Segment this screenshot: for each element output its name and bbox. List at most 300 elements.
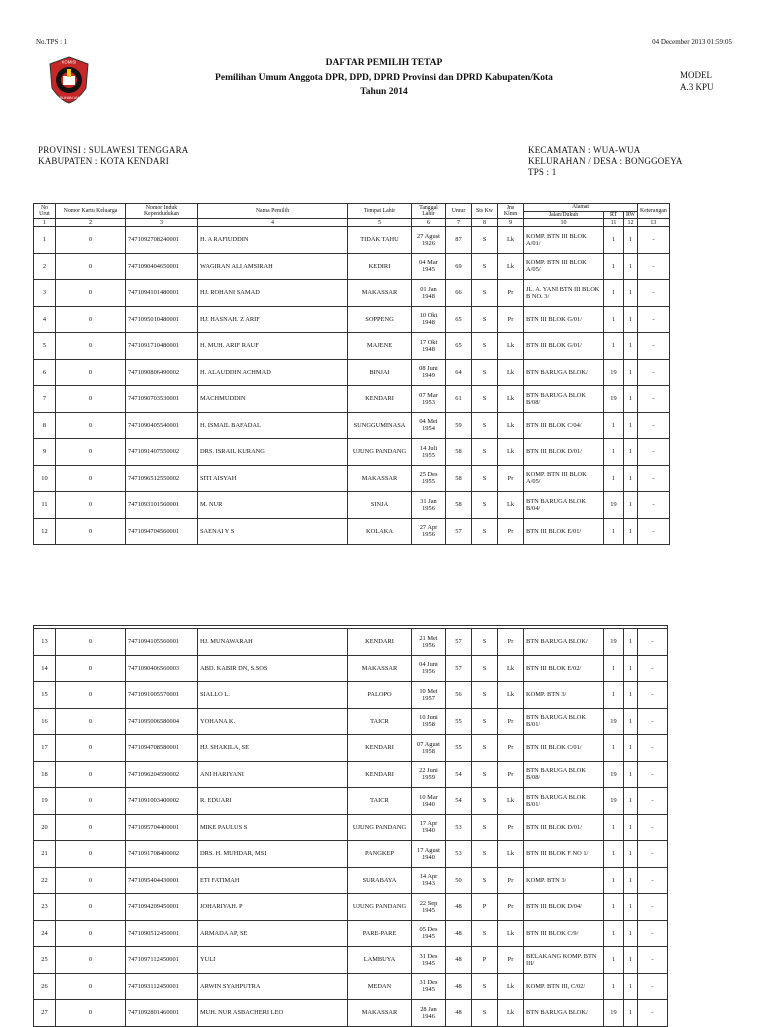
cell-alamat: KOMP. BTN III BLOK A/05/ bbox=[524, 465, 604, 492]
cell-umur: 66 bbox=[446, 280, 472, 307]
cell-rt: 1 bbox=[604, 867, 624, 894]
cell-tempat-lahir: TIDAK TAHU bbox=[348, 227, 412, 254]
header-kk: Nomor Kartu Keluarga bbox=[56, 204, 126, 219]
cell-nama: HJ. ROHANI SAMAD bbox=[198, 280, 348, 307]
cell-tempat-lahir: KENDARI bbox=[348, 735, 412, 762]
cell-nama: HJ. SHAKILA, SE bbox=[198, 735, 348, 762]
tps: TPS : 1 bbox=[528, 167, 557, 177]
cell-no: 6 bbox=[34, 359, 56, 386]
cell-rw: 1 bbox=[624, 333, 638, 360]
cell-alamat: BTN BARUGA BLOK B/04/ bbox=[524, 492, 604, 519]
cell-nama: WAGIRAN ALI AMSIRAH bbox=[198, 253, 348, 280]
cell-jenis-kelamin: Pr bbox=[498, 867, 524, 894]
cell-rt: 19 bbox=[604, 788, 624, 815]
cell-jenis-kelamin: Lk bbox=[498, 412, 524, 439]
cell-nik: 7471091005570001 bbox=[126, 682, 198, 709]
document-subtitle: Pemilihan Umum Anggota DPR, DPD, DPRD Provinsi dan DPRD Kabupaten/Kota bbox=[215, 73, 553, 83]
cell-nik: 7471095704400001 bbox=[126, 814, 198, 841]
cell-kk: 0 bbox=[56, 465, 126, 492]
cell-rt: 19 bbox=[604, 629, 624, 656]
cell-tanggal-lahir: 04 Mar 1945 bbox=[412, 253, 446, 280]
cell-kk: 0 bbox=[56, 1000, 126, 1027]
cell-rt: 1 bbox=[604, 947, 624, 974]
table-row bbox=[34, 439, 670, 466]
cell-status-kawin: S bbox=[472, 333, 498, 360]
cell-jenis-kelamin: Lk bbox=[498, 492, 524, 519]
provinsi: PROVINSI : SULAWESI TENGGARA bbox=[38, 145, 189, 155]
cell-umur: 59 bbox=[446, 412, 472, 439]
cell-jenis-kelamin: Pr bbox=[498, 814, 524, 841]
cell-rw: 1 bbox=[624, 973, 638, 1000]
cell-no: 10 bbox=[34, 465, 56, 492]
cell-tanggal-lahir: 10 Juni 1958 bbox=[412, 708, 446, 735]
table-row bbox=[34, 788, 668, 815]
cell-rw: 1 bbox=[624, 280, 638, 307]
cell-kk: 0 bbox=[56, 788, 126, 815]
cell-rw: 1 bbox=[624, 655, 638, 682]
column-number: 7 bbox=[446, 219, 472, 227]
column-number: 9 bbox=[498, 219, 524, 227]
cell-jenis-kelamin: Pr bbox=[498, 708, 524, 735]
cell-keterangan: - bbox=[638, 682, 668, 709]
cell-jenis-kelamin: Pr bbox=[498, 894, 524, 921]
cell-status-kawin: S bbox=[472, 253, 498, 280]
cell-umur: 53 bbox=[446, 841, 472, 868]
cell-nik: 7471091003400002 bbox=[126, 788, 198, 815]
cell-rw: 1 bbox=[624, 253, 638, 280]
cell-tanggal-lahir: 05 Des 1945 bbox=[412, 920, 446, 947]
cell-kk: 0 bbox=[56, 306, 126, 333]
cell-tanggal-lahir: 31 Des 1945 bbox=[412, 947, 446, 974]
table-row bbox=[34, 655, 668, 682]
cell-rw: 1 bbox=[624, 1000, 638, 1027]
cell-umur: 57 bbox=[446, 655, 472, 682]
cell-status-kawin: S bbox=[472, 306, 498, 333]
table-row bbox=[34, 280, 670, 307]
document-year: Tahun 2014 bbox=[360, 87, 408, 97]
cell-nama: SAENAI Y S bbox=[198, 518, 348, 545]
header-no: No Urut bbox=[34, 204, 56, 219]
cell-tempat-lahir: TAICR bbox=[348, 788, 412, 815]
column-number: 1 bbox=[34, 219, 56, 227]
cell-tempat-lahir: MAKASSAR bbox=[348, 655, 412, 682]
table-row bbox=[34, 518, 670, 545]
header-alamat: Alamat bbox=[524, 204, 638, 212]
cell-status-kawin: S bbox=[472, 708, 498, 735]
cell-status-kawin: S bbox=[472, 841, 498, 868]
cell-jenis-kelamin: Lk bbox=[498, 788, 524, 815]
table-row bbox=[34, 306, 670, 333]
cell-jenis-kelamin: Pr bbox=[498, 735, 524, 762]
cell-rw: 1 bbox=[624, 359, 638, 386]
cell-rt: 1 bbox=[604, 306, 624, 333]
cell-rt: 19 bbox=[604, 359, 624, 386]
cell-umur: 58 bbox=[446, 465, 472, 492]
cell-status-kawin: S bbox=[472, 439, 498, 466]
cell-tempat-lahir: SUNGGUMINASA bbox=[348, 412, 412, 439]
cell-nama: SIALLO L. bbox=[198, 682, 348, 709]
cell-alamat: KOMP. BTN 3/ bbox=[524, 867, 604, 894]
cell-nik: 7471097112450001 bbox=[126, 947, 198, 974]
cell-rt: 1 bbox=[604, 465, 624, 492]
print-timestamp: 04 December 2013 01:59:05 bbox=[652, 38, 732, 46]
cell-nama: YULI bbox=[198, 947, 348, 974]
cell-alamat: BTN III BLOK E/02/ bbox=[524, 655, 604, 682]
model-label bbox=[680, 69, 714, 93]
cell-tempat-lahir: MAJENE bbox=[348, 333, 412, 360]
cell-status-kawin: S bbox=[472, 280, 498, 307]
cell-keterangan: - bbox=[638, 333, 670, 360]
cell-nik: 7471095404430001 bbox=[126, 867, 198, 894]
cell-umur: 57 bbox=[446, 518, 472, 545]
cell-keterangan: - bbox=[638, 227, 670, 254]
cell-tempat-lahir: PANGKEP bbox=[348, 841, 412, 868]
cell-nama: DRS. ISRAIL KURANG bbox=[198, 439, 348, 466]
cell-kk: 0 bbox=[56, 518, 126, 545]
cell-umur: 65 bbox=[446, 306, 472, 333]
cell-nik: 7471096512550002 bbox=[126, 465, 198, 492]
cell-rw: 1 bbox=[624, 788, 638, 815]
table-row bbox=[34, 1000, 668, 1027]
cell-umur: 48 bbox=[446, 1000, 472, 1027]
cell-keterangan: - bbox=[638, 735, 668, 762]
cell-rt: 1 bbox=[604, 439, 624, 466]
table-row bbox=[34, 708, 668, 735]
cell-rt: 1 bbox=[604, 333, 624, 360]
cell-tempat-lahir: MAKASSAR bbox=[348, 280, 412, 307]
cell-no: 4 bbox=[34, 306, 56, 333]
table-row bbox=[34, 629, 668, 656]
cell-status-kawin: P bbox=[472, 947, 498, 974]
cell-rw: 1 bbox=[624, 761, 638, 788]
cell-rt: 1 bbox=[604, 973, 624, 1000]
cell-nama: M. NUR bbox=[198, 492, 348, 519]
cell-umur: 48 bbox=[446, 920, 472, 947]
table-row bbox=[34, 973, 668, 1000]
kecamatan: KECAMATAN : WUA-WUA bbox=[528, 145, 641, 155]
region-right bbox=[528, 145, 683, 178]
table-row bbox=[34, 814, 668, 841]
cell-status-kawin: S bbox=[472, 359, 498, 386]
cell-keterangan: - bbox=[638, 492, 670, 519]
document-title: DAFTAR PEMILIH TETAP bbox=[325, 58, 443, 68]
logo-text-bottom: PEMILIHAN UMUM bbox=[53, 96, 85, 100]
cell-alamat: BTN BARUGA BLOK/ bbox=[524, 629, 604, 656]
cell-tanggal-lahir: 22 Sep 1945 bbox=[412, 894, 446, 921]
cell-status-kawin: S bbox=[472, 867, 498, 894]
cell-no: 24 bbox=[34, 920, 56, 947]
cell-status-kawin: S bbox=[472, 655, 498, 682]
kabupaten: KABUPATEN : KOTA KENDARI bbox=[38, 156, 170, 166]
cell-nik: 7471090703530001 bbox=[126, 386, 198, 413]
cell-jenis-kelamin: Pr bbox=[498, 306, 524, 333]
cell-umur: 54 bbox=[446, 761, 472, 788]
cell-kk: 0 bbox=[56, 894, 126, 921]
cell-nik: 7471094708580001 bbox=[126, 735, 198, 762]
cell-rt: 1 bbox=[604, 280, 624, 307]
cell-umur: 55 bbox=[446, 708, 472, 735]
cell-keterangan: - bbox=[638, 973, 668, 1000]
cell-status-kawin: S bbox=[472, 492, 498, 519]
header-jenis-kelamin: Jns Klmn bbox=[498, 204, 524, 219]
cell-nama: H. ALAUDDIN ACHMAD bbox=[198, 359, 348, 386]
cell-nik: 7471091710480001 bbox=[126, 333, 198, 360]
cell-rw: 1 bbox=[624, 894, 638, 921]
cell-rw: 1 bbox=[624, 227, 638, 254]
cell-umur: 48 bbox=[446, 894, 472, 921]
cell-nik: 7471090806490002 bbox=[126, 359, 198, 386]
cell-umur: 64 bbox=[446, 359, 472, 386]
cell-nik: 7471091708400002 bbox=[126, 841, 198, 868]
table-row bbox=[34, 412, 670, 439]
cell-tempat-lahir: KENDARI bbox=[348, 629, 412, 656]
cell-nama: JOHARIYAH. P bbox=[198, 894, 348, 921]
header-tempat-lahir: Tempat Lahir bbox=[348, 204, 412, 219]
cell-rt: 19 bbox=[604, 386, 624, 413]
cell-jenis-kelamin: Lk bbox=[498, 841, 524, 868]
logo-text-top: KOMISI bbox=[61, 59, 77, 65]
cell-tanggal-lahir: 17 Agust 1940 bbox=[412, 841, 446, 868]
cell-tempat-lahir: TAICR bbox=[348, 708, 412, 735]
cell-tanggal-lahir: 08 Juni 1949 bbox=[412, 359, 446, 386]
cell-tanggal-lahir: 04 Juni 1956 bbox=[412, 655, 446, 682]
cell-rt: 1 bbox=[604, 655, 624, 682]
column-number: 11 bbox=[604, 219, 624, 227]
cell-tanggal-lahir: 01 Jan 1948 bbox=[412, 280, 446, 307]
cell-rw: 1 bbox=[624, 708, 638, 735]
cell-keterangan: - bbox=[638, 761, 668, 788]
cell-umur: 48 bbox=[446, 947, 472, 974]
table-row bbox=[34, 735, 668, 762]
cell-keterangan: - bbox=[638, 814, 668, 841]
cell-keterangan: - bbox=[638, 306, 670, 333]
cell-nama: YOHANA K. bbox=[198, 708, 348, 735]
table-row bbox=[34, 227, 670, 254]
cell-nik: 7471094105560001 bbox=[126, 629, 198, 656]
header-nik: Nomor Induk Kependudukan bbox=[126, 204, 198, 219]
cell-kk: 0 bbox=[56, 973, 126, 1000]
cell-nama: R. EDUARI bbox=[198, 788, 348, 815]
voter-table-page2 bbox=[33, 625, 668, 1027]
cell-no: 2 bbox=[34, 253, 56, 280]
cell-tanggal-lahir: 14 Apr 1943 bbox=[412, 867, 446, 894]
header-keterangan: Keterangan bbox=[638, 204, 670, 219]
cell-umur: 69 bbox=[446, 253, 472, 280]
cell-jenis-kelamin: Lk bbox=[498, 333, 524, 360]
cell-nik: 7471092801460001 bbox=[126, 1000, 198, 1027]
header-nama: Nama Pemilih bbox=[198, 204, 348, 219]
cell-status-kawin: S bbox=[472, 518, 498, 545]
cell-tanggal-lahir: 28 Jan 1946 bbox=[412, 1000, 446, 1027]
cell-no: 11 bbox=[34, 492, 56, 519]
model-code: A.3 KPU bbox=[680, 82, 714, 92]
region-left bbox=[38, 145, 188, 167]
column-number: 2 bbox=[56, 219, 126, 227]
cell-jenis-kelamin: Lk bbox=[498, 253, 524, 280]
cell-kk: 0 bbox=[56, 920, 126, 947]
header-rw: RW bbox=[624, 211, 638, 219]
cell-no: 25 bbox=[34, 947, 56, 974]
table-row bbox=[34, 359, 670, 386]
cell-nama: H. ISMAIL BAFADAL bbox=[198, 412, 348, 439]
table-row bbox=[34, 947, 668, 974]
cell-rw: 1 bbox=[624, 306, 638, 333]
cell-jenis-kelamin: Lk bbox=[498, 655, 524, 682]
cell-nama: ETI FATIMAH bbox=[198, 867, 348, 894]
table-row bbox=[34, 492, 670, 519]
cell-nama: H. MUH. ARIF RAUF bbox=[198, 333, 348, 360]
cell-umur: 87 bbox=[446, 227, 472, 254]
cell-nik: 7471093112450001 bbox=[126, 973, 198, 1000]
cell-tempat-lahir: PARE-PARE bbox=[348, 920, 412, 947]
cell-keterangan: - bbox=[638, 518, 670, 545]
model-title: MODEL bbox=[680, 70, 712, 80]
cell-no: 9 bbox=[34, 439, 56, 466]
header-status-kawin: Sts Kw bbox=[472, 204, 498, 219]
cell-tempat-lahir: LAMBUYA bbox=[348, 947, 412, 974]
cell-jenis-kelamin: Lk bbox=[498, 973, 524, 1000]
cell-kk: 0 bbox=[56, 439, 126, 466]
cell-keterangan: - bbox=[638, 841, 668, 868]
cell-keterangan: - bbox=[638, 359, 670, 386]
cell-kk: 0 bbox=[56, 761, 126, 788]
cell-rw: 1 bbox=[624, 629, 638, 656]
cell-tempat-lahir: MEDAN bbox=[348, 973, 412, 1000]
cell-tempat-lahir: BINJAI bbox=[348, 359, 412, 386]
cell-no: 18 bbox=[34, 761, 56, 788]
table-row bbox=[34, 920, 668, 947]
table-row bbox=[34, 386, 670, 413]
voter-table-page1 bbox=[33, 203, 670, 545]
cell-jenis-kelamin: Pr bbox=[498, 280, 524, 307]
cell-alamat: BTN BARUGA BLOK B/01/ bbox=[524, 708, 604, 735]
cell-no: 21 bbox=[34, 841, 56, 868]
cell-kk: 0 bbox=[56, 386, 126, 413]
cell-tanggal-lahir: 14 Juli 1955 bbox=[412, 439, 446, 466]
cell-alamat: KOMP. BTN 3/ bbox=[524, 682, 604, 709]
table-row bbox=[34, 867, 668, 894]
cell-nama: ANI HARIYANI bbox=[198, 761, 348, 788]
cell-nik: 7471090406560003 bbox=[126, 655, 198, 682]
cell-no: 8 bbox=[34, 412, 56, 439]
cell-jenis-kelamin: Lk bbox=[498, 682, 524, 709]
cell-keterangan: - bbox=[638, 412, 670, 439]
cell-tanggal-lahir: 31 Des 1945 bbox=[412, 973, 446, 1000]
cell-status-kawin: S bbox=[472, 761, 498, 788]
cell-alamat: BTN III BLOK D/01/ bbox=[524, 814, 604, 841]
cell-umur: 50 bbox=[446, 867, 472, 894]
cell-umur: 65 bbox=[446, 333, 472, 360]
cell-rw: 1 bbox=[624, 947, 638, 974]
cell-tempat-lahir: SOPPENG bbox=[348, 306, 412, 333]
cell-alamat: BTN III BLOK C/01/ bbox=[524, 735, 604, 762]
cell-nama: HJ. MUNAWARAH bbox=[198, 629, 348, 656]
cell-alamat: BELAKANG KOMP. BTN III/ bbox=[524, 947, 604, 974]
cell-nama: ABD. KABIR DN, S.SOS bbox=[198, 655, 348, 682]
cell-keterangan: - bbox=[638, 253, 670, 280]
cell-tempat-lahir: KEDIRI bbox=[348, 253, 412, 280]
cell-no: 13 bbox=[34, 629, 56, 656]
cell-jenis-kelamin: Pr bbox=[498, 518, 524, 545]
table-row bbox=[34, 253, 670, 280]
cell-jenis-kelamin: Lk bbox=[498, 359, 524, 386]
cell-status-kawin: S bbox=[472, 788, 498, 815]
cell-nik: 7471091407550002 bbox=[126, 439, 198, 466]
cell-nama: SITI AISYAH bbox=[198, 465, 348, 492]
cell-no: 20 bbox=[34, 814, 56, 841]
cell-status-kawin: P bbox=[472, 894, 498, 921]
cell-nik: 7471090512450001 bbox=[126, 920, 198, 947]
cell-rw: 1 bbox=[624, 735, 638, 762]
cell-tempat-lahir: KOLAKA bbox=[348, 518, 412, 545]
cell-jenis-kelamin: Pr bbox=[498, 465, 524, 492]
cell-umur: 61 bbox=[446, 386, 472, 413]
cell-tempat-lahir: KENDARI bbox=[348, 386, 412, 413]
cell-nama: ARWIN SYAHPUTRA bbox=[198, 973, 348, 1000]
cell-rt: 1 bbox=[604, 518, 624, 545]
header-umur: Umur bbox=[446, 204, 472, 219]
cell-jenis-kelamin: Lk bbox=[498, 1000, 524, 1027]
cell-nama: MIKE PAULUS S bbox=[198, 814, 348, 841]
cell-status-kawin: S bbox=[472, 386, 498, 413]
cell-tanggal-lahir: 21 Mei 1956 bbox=[412, 629, 446, 656]
cell-keterangan: - bbox=[638, 788, 668, 815]
cell-umur: 48 bbox=[446, 973, 472, 1000]
cell-kk: 0 bbox=[56, 682, 126, 709]
cell-alamat: BTN III BLOK F NO 1/ bbox=[524, 841, 604, 868]
cell-tanggal-lahir: 27 Agust 1926 bbox=[412, 227, 446, 254]
cell-alamat: BTN III BLOK C/04/ bbox=[524, 412, 604, 439]
cell-keterangan: - bbox=[638, 439, 670, 466]
cell-tempat-lahir: UJUNG PANDANG bbox=[348, 439, 412, 466]
cell-rw: 1 bbox=[624, 518, 638, 545]
cell-nama: HJ. HASNAH. Z ARIF bbox=[198, 306, 348, 333]
cell-kk: 0 bbox=[56, 655, 126, 682]
cell-nik: 7471094704560001 bbox=[126, 518, 198, 545]
cell-status-kawin: S bbox=[472, 1000, 498, 1027]
cell-tanggal-lahir: 10 Mar 1940 bbox=[412, 788, 446, 815]
cell-kk: 0 bbox=[56, 253, 126, 280]
cell-tanggal-lahir: 25 Des 1955 bbox=[412, 465, 446, 492]
cell-status-kawin: S bbox=[472, 412, 498, 439]
cell-rt: 1 bbox=[604, 253, 624, 280]
cell-rt: 1 bbox=[604, 735, 624, 762]
cell-no: 15 bbox=[34, 682, 56, 709]
cell-rt: 1 bbox=[604, 814, 624, 841]
cell-alamat: BTN BARUGA BLOK/ bbox=[524, 359, 604, 386]
cell-umur: 56 bbox=[446, 682, 472, 709]
cell-tanggal-lahir: 31 Jan 1956 bbox=[412, 492, 446, 519]
cell-rw: 1 bbox=[624, 867, 638, 894]
cell-umur: 53 bbox=[446, 814, 472, 841]
cell-kk: 0 bbox=[56, 227, 126, 254]
cell-rw: 1 bbox=[624, 814, 638, 841]
table-row bbox=[34, 761, 668, 788]
cell-no: 16 bbox=[34, 708, 56, 735]
cell-status-kawin: S bbox=[472, 735, 498, 762]
cell-rt: 1 bbox=[604, 920, 624, 947]
cell-keterangan: - bbox=[638, 867, 668, 894]
cell-tempat-lahir: KENDARI bbox=[348, 761, 412, 788]
column-number: 4 bbox=[198, 219, 348, 227]
cell-status-kawin: S bbox=[472, 920, 498, 947]
cell-rt: 1 bbox=[604, 841, 624, 868]
cell-umur: 55 bbox=[446, 735, 472, 762]
cell-tanggal-lahir: 07 Agust 1958 bbox=[412, 735, 446, 762]
cell-keterangan: - bbox=[638, 894, 668, 921]
table-row bbox=[34, 894, 668, 921]
cell-rw: 1 bbox=[624, 492, 638, 519]
